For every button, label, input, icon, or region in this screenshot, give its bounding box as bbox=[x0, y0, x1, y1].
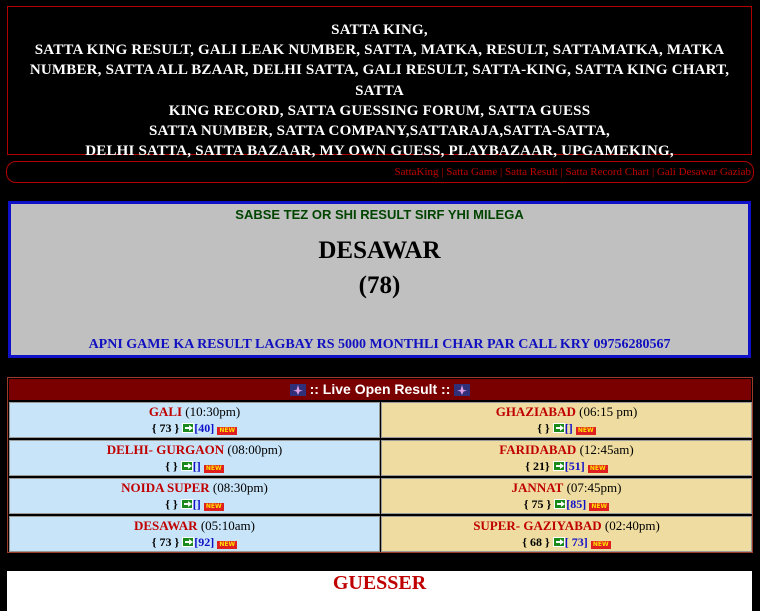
game-time: (05:10am) bbox=[200, 518, 255, 533]
game-name: SUPER- GAZIYABAD bbox=[473, 518, 602, 533]
game-name: NOIDA SUPER bbox=[121, 480, 210, 495]
new-badge-icon: NEW bbox=[204, 503, 224, 511]
game-time: (08:30pm) bbox=[212, 480, 268, 495]
new-badge-icon: NEW bbox=[588, 465, 608, 473]
nav-link-bar bbox=[6, 161, 754, 183]
current-result: [ 73] bbox=[564, 535, 588, 549]
game-time: (06:15 pm) bbox=[579, 404, 638, 419]
live-result-title: :: Live Open Result :: bbox=[309, 381, 451, 397]
game-name: FARIDABAD bbox=[499, 442, 577, 457]
header-line: SATTA KING, bbox=[331, 22, 428, 38]
game-time: (08:00pm) bbox=[227, 442, 283, 457]
arrow-right-icon bbox=[182, 423, 194, 433]
live-result-table bbox=[7, 377, 753, 553]
result-promo-text: APNI GAME KA RESULT LAGBAY RS 5000 MONTHLI CHAR PAR CALL KRY 09756280567 bbox=[88, 337, 671, 352]
current-result: [92] bbox=[194, 535, 215, 549]
previous-result: { } bbox=[165, 497, 178, 511]
arrow-right-icon bbox=[553, 537, 565, 547]
game-cell-super-gaziyabad[interactable] bbox=[381, 516, 752, 552]
new-badge-icon: NEW bbox=[589, 503, 609, 511]
header-line: NUMBER, SATTA ALL BZAAR, DELHI SATTA, GALI RESULT, SATTA-KING, SATTA KING CHART, SATTA bbox=[29, 62, 730, 99]
guesser-title: GUESSER bbox=[332, 572, 427, 594]
game-cell-ghaziabad[interactable] bbox=[381, 402, 752, 438]
new-badge-icon: NEW bbox=[591, 541, 611, 549]
previous-result: { } bbox=[165, 459, 178, 473]
game-name: JANNAT bbox=[511, 480, 564, 495]
current-result: [] bbox=[564, 421, 573, 435]
nav-link-gali-desawar-gaziabad[interactable]: Gali Desawar Gaziab bbox=[656, 166, 751, 178]
result-tagline: SABSE TEZ OR SHI RESULT SIRF YHI MILEGA bbox=[235, 207, 524, 222]
featured-result-panel bbox=[8, 201, 751, 358]
guesser-section bbox=[7, 571, 752, 611]
result-game-name: DESAWAR bbox=[318, 237, 441, 264]
game-cell-gali[interactable] bbox=[9, 402, 380, 438]
current-result: [40] bbox=[194, 421, 215, 435]
game-cell-jannat[interactable] bbox=[381, 478, 752, 514]
arrow-right-icon bbox=[553, 461, 565, 471]
current-result: [51] bbox=[564, 459, 585, 473]
new-badge-icon: NEW bbox=[217, 427, 237, 435]
nav-separator: | bbox=[651, 166, 655, 178]
game-cell-noida-super[interactable] bbox=[9, 478, 380, 514]
header-line: SATTA KING RESULT, GALI LEAK NUMBER, SATTA, MATKA, RESULT, SATTAMATKA, MATKA bbox=[34, 42, 725, 59]
previous-result: { 75 } bbox=[523, 497, 552, 511]
game-time: (12:45am) bbox=[579, 442, 634, 457]
header-line: DELHI SATTA, SATTA BAZAAR, MY OWN GUESS, PLAYBAZAAR, UPGAMEKING, bbox=[85, 143, 674, 160]
sparkle-icon bbox=[454, 384, 470, 396]
nav-link-satta-result[interactable]: Satta Result bbox=[504, 166, 558, 178]
game-cell-faridabad[interactable] bbox=[381, 440, 752, 476]
arrow-right-icon bbox=[181, 461, 193, 471]
game-name: DELHI- GURGAON bbox=[106, 442, 225, 457]
previous-result: { 21} bbox=[525, 459, 550, 473]
header-line: SATTA NUMBER, SATTA COMPANY,SATTARAJA,SATTA-SATTA, bbox=[148, 123, 611, 140]
header-line: KING RECORD, SATTA GUESSING FORUM, SATTA GUESS bbox=[168, 102, 591, 119]
game-time: (02:40pm) bbox=[604, 518, 660, 533]
new-badge-icon: NEW bbox=[204, 465, 224, 473]
nav-separator: | bbox=[441, 166, 444, 178]
game-time: (10:30pm) bbox=[185, 404, 241, 419]
nav-link-satta-game[interactable]: Satta Game bbox=[446, 166, 498, 178]
current-result: [] bbox=[192, 459, 201, 473]
previous-result: { 73 } bbox=[151, 535, 180, 549]
live-result-header bbox=[9, 379, 751, 400]
arrow-right-icon bbox=[181, 499, 193, 509]
game-name: GHAZIABAD bbox=[495, 404, 576, 419]
new-badge-icon: NEW bbox=[576, 427, 596, 435]
previous-result: { } bbox=[537, 421, 550, 435]
sparkle-icon bbox=[290, 384, 306, 396]
arrow-right-icon bbox=[554, 499, 566, 509]
result-number: (78) bbox=[358, 272, 401, 299]
game-name: GALI bbox=[148, 404, 183, 419]
current-result: [] bbox=[192, 497, 201, 511]
site-header bbox=[7, 6, 752, 160]
game-cell-delhi-gurgaon[interactable] bbox=[9, 440, 380, 476]
previous-result: { 68 } bbox=[522, 535, 550, 549]
game-time: (07:45pm) bbox=[566, 480, 622, 495]
nav-separator: | bbox=[560, 166, 563, 178]
game-name: DESAWAR bbox=[134, 518, 198, 533]
current-result: [85] bbox=[566, 497, 587, 511]
previous-result: { 73 } bbox=[151, 421, 180, 435]
new-badge-icon: NEW bbox=[217, 541, 237, 549]
game-cell-desawar[interactable] bbox=[9, 516, 380, 552]
nav-separator: | bbox=[500, 166, 503, 178]
nav-link-sattaking[interactable]: SattaKing bbox=[394, 166, 439, 178]
nav-link-satta-record-chart[interactable]: Satta Record Chart bbox=[565, 166, 650, 178]
arrow-right-icon bbox=[553, 423, 565, 433]
arrow-right-icon bbox=[182, 537, 194, 547]
